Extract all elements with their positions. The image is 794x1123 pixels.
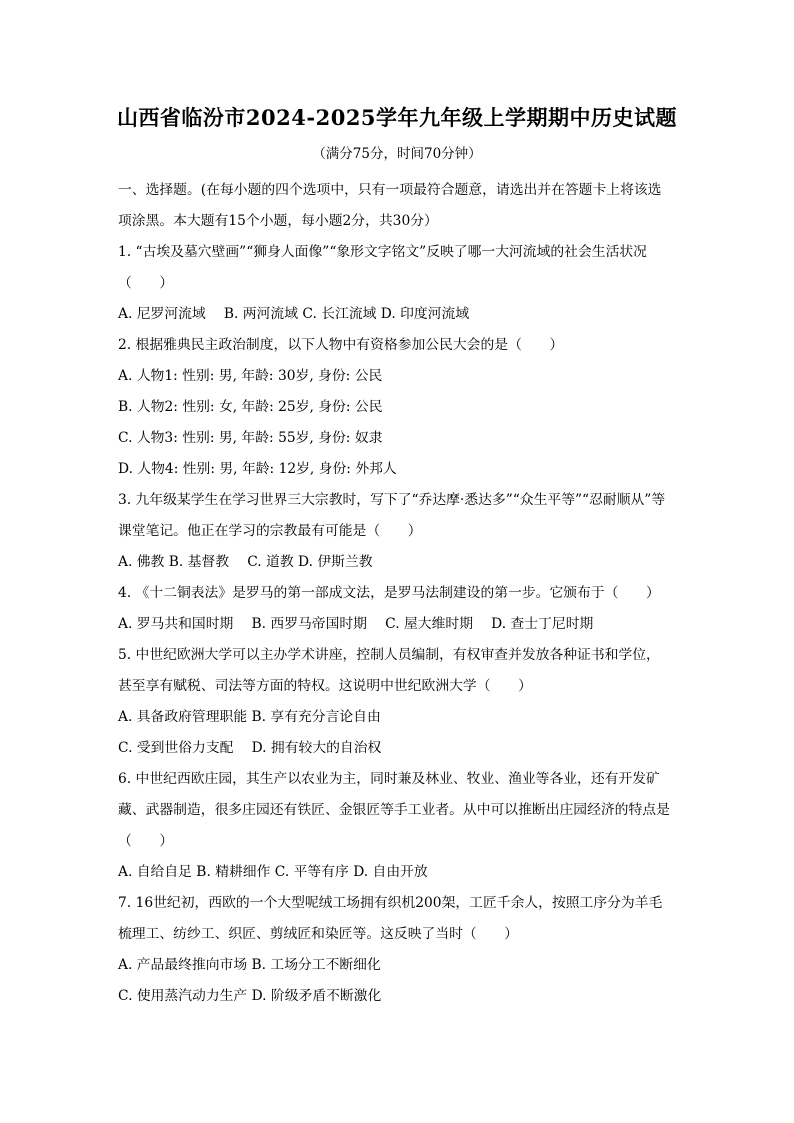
- text-line: 课堂笔记。他正在学习的宗教最有可能是（ ）: [118, 523, 422, 539]
- text-line: C. 受到世俗力支配 D. 拥有较大的自治权: [118, 740, 382, 756]
- text-line: A. 具备政府管理职能 B. 享有充分言论自由: [118, 709, 381, 725]
- document-title: 山西省临汾市2024-2025学年九年级上学期期中历史试题: [116, 105, 678, 130]
- text-line: C. 人物3: 性别: 男, 年龄: 55岁, 身份: 奴隶: [118, 430, 383, 446]
- text-line: 梳理工、纺纱工、织匠、剪绒匠和染匠等。这反映了当时（ ）: [118, 926, 519, 942]
- text-line: 4. 《十二铜表法》是罗马的第一部成文法，是罗马法制建设的第一步。它颁布于（ ）: [118, 585, 660, 601]
- text-line: A. 罗马共和国时期 B. 西罗马帝国时期 C. 屋大维时期 D. 查士丁尼时期: [118, 616, 594, 632]
- text-line: 5. 中世纪欧洲大学可以主办学术讲座，控制人员编制，有权审查并发放各种证书和学位，: [118, 647, 660, 663]
- text-line: 藏、武器制造，很多庄园还有铁匠、金银匠等手工业者。从中可以推断出庄园经济的特点是: [118, 802, 670, 818]
- text-line: 2. 根据雅典民主政治制度，以下人物中有资格参加公民大会的是（ ）: [118, 337, 564, 353]
- text-line: B. 人物2: 性别: 女, 年龄: 25岁, 身份: 公民: [118, 399, 383, 415]
- text-line: A. 自给自足 B. 精耕细作 C. 平等有序 D. 自由开放: [118, 864, 428, 880]
- text-line: 1. “古埃及墓穴壁画”“狮身人面像”“象形文字铭文”反映了哪一大河流域的社会生活状况: [118, 244, 647, 260]
- text-line: 3. 九年级某学生在学习世界三大宗教时，写下了“乔达摩·悉达多”“众生平等”“忍耐顺从”等: [118, 492, 666, 508]
- text-line: 甚至享有赋税、司法等方面的特权。这说明中世纪欧洲大学（ ）: [118, 678, 532, 694]
- text-line: C. 使用蒸汽动力生产 D. 阶级矛盾不断激化: [118, 988, 382, 1004]
- question-list: [118, 175, 678, 1012]
- text-line: （ ）: [118, 275, 174, 291]
- text-line: （ ）: [118, 833, 174, 849]
- document-subtitle: （满分75分，时间70分钟）: [312, 146, 482, 162]
- text-line: A. 产品最终推向市场 B. 工场分工不断细化: [118, 957, 381, 973]
- text-line: 7. 16世纪初，西欧的一个大型呢绒工场拥有织机200架，工匠千余人，按照工序分为羊毛: [118, 895, 663, 911]
- text-line: 6. 中世纪西欧庄园，其生产以农业为主，同时兼及林业、牧业、渔业等各业，还有开发矿: [118, 771, 660, 787]
- text-line: A. 尼罗河流域 B. 两河流域 C. 长江流域 D. 印度河流域: [118, 306, 470, 322]
- text-line: D. 人物4: 性别: 男, 年龄: 12岁, 身份: 外邦人: [118, 461, 397, 477]
- text-line: A. 佛教 B. 基督教 C. 道教 D. 伊斯兰教: [118, 554, 373, 570]
- text-line: 一、选择题。(在每小题的四个选项中，只有一项最符合题意，请选出并在答题卡上将该选: [118, 182, 662, 198]
- text-line: A. 人物1: 性别: 男, 年龄: 30岁, 身份: 公民: [118, 368, 383, 384]
- text-line: 项涂黑。本大题有15个小题，每小题2分，共30分）: [118, 213, 438, 229]
